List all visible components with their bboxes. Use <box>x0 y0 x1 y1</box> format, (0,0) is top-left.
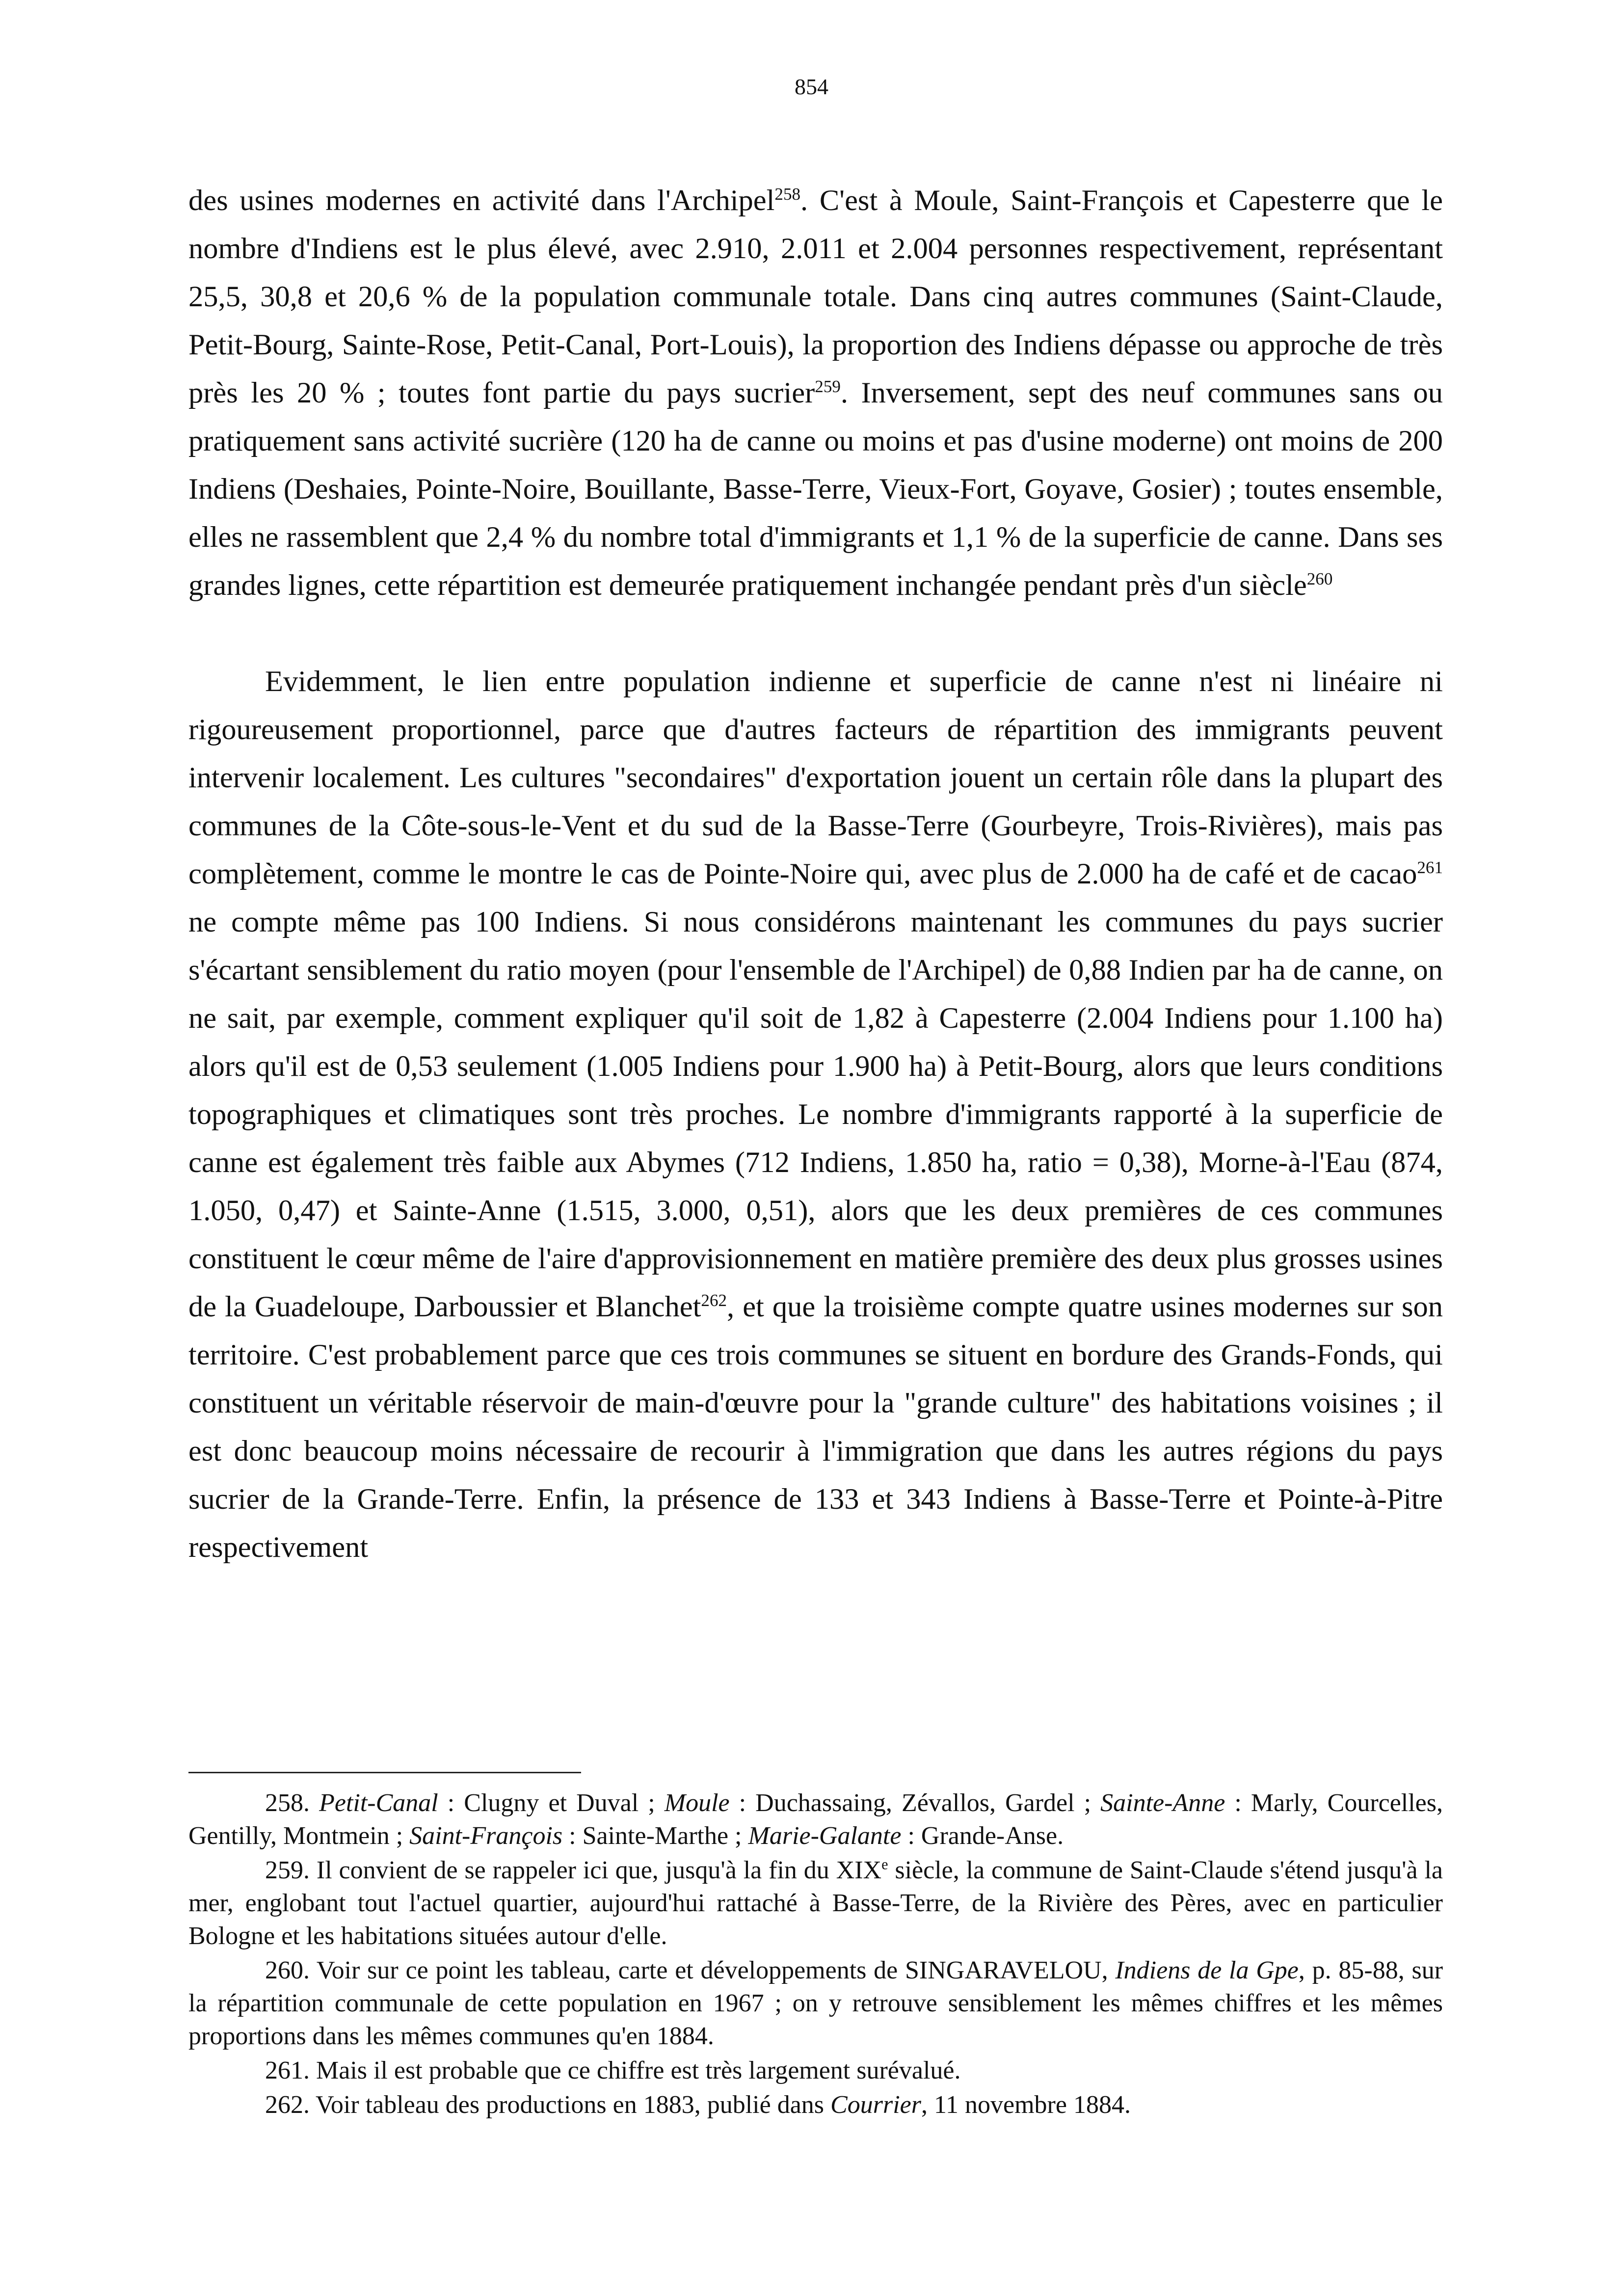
footnote-text: : Sainte-Marthe ; <box>562 1822 748 1850</box>
footnote-text: , 11 novembre 1884. <box>921 2091 1131 2119</box>
footnote-259 <box>188 1854 1443 1952</box>
footnote-italic: Saint-François <box>409 1822 563 1850</box>
footnote-ref-260[interactable]: 260 <box>1306 569 1333 588</box>
footnote-text: 259. Il convient de se rappeler ici que, jusqu'à la fin du XIX <box>265 1856 882 1884</box>
footnote-text: 261. Mais il est probable que ce chiffre est très largement surévalué. <box>265 2056 961 2084</box>
text-run: . Inversement, sept des neuf communes sans ou pratiquement sans activité sucrière (120 ha de canne ou moins et pas d'usine moderne) ont moins de 200 Indiens (Deshaies, Pointe-Noire, Bouillante, Basse-Terre, Vieux-Fort, Goyave, Gosier) ; toutes ensemble, elles ne rassemblent que 2,4 % du nombre total d'immigrants et 1,1 % de la superficie de canne. Dans ses grandes lignes, cette répartition est demeurée pratiquement inchangée pendant près d'un siècle <box>188 376 1443 602</box>
footnote-italic: Indiens de la Gpe <box>1115 1956 1299 1984</box>
footnote-italic: Marie-Galante <box>748 1822 902 1850</box>
footnote-ref-259[interactable]: 259 <box>815 376 841 396</box>
footnote-text: siècle, la commune de Saint-Claude s'étend jusqu'à la mer, englobant tout l'actuel quartier, aujourd'hui rattaché à Basse-Terre, de la Rivière des Pères, avec en particulier Bologne et les habitations situées autour d'elle. <box>188 1856 1443 1950</box>
footnote-ref-262[interactable]: 262 <box>701 1290 727 1310</box>
footnote-262 <box>188 2088 1443 2121</box>
main-text <box>188 177 1443 1572</box>
footnote-text: 262. Voir tableau des productions en 1883, publié dans <box>265 2091 831 2119</box>
footnote-260 <box>188 1954 1443 2053</box>
footnote-ref-261[interactable]: 261 <box>1417 857 1443 877</box>
footnote-number: 258. <box>265 1789 319 1817</box>
footnote-separator <box>188 1772 581 1773</box>
footnote-text: 260. Voir sur ce point les tableau, carte et développements de SINGARAVELOU, <box>265 1956 1116 1984</box>
footnote-italic: Petit-Canal <box>319 1789 438 1817</box>
footnote-258 <box>188 1787 1443 1852</box>
footnotes <box>188 1787 1443 2123</box>
text-run: , et que la troisième compte quatre usines modernes sur son territoire. C'est probablement parce que ces trois communes se situent en bordure des Grands-Fonds, qui constituent un véritable réservoir de main-d'œuvre pour la "grande culture" des habitations voisines ; il est donc beaucoup moins nécessaire de recourir à l'immigration que dans les autres régions du pays sucrier de la Grande-Terre. Enfin, la présence de 133 et 343 Indiens à Basse-Terre et Pointe-à-Pitre respectivement <box>188 1290 1443 1564</box>
footnote-text: : Grande-Anse. <box>901 1822 1064 1850</box>
footnote-ref-258[interactable]: 258 <box>774 184 801 204</box>
century-superscript: e <box>881 1856 888 1873</box>
text-run: des usines modernes en activité dans l'Archipel <box>188 184 775 217</box>
footnote-261 <box>188 2054 1443 2087</box>
footnote-italic: Moule <box>664 1789 730 1817</box>
paragraph <box>188 658 1443 1572</box>
footnote-text: : Duchassaing, Zévallos, Gardel ; <box>729 1789 1101 1817</box>
footnote-text: : Clugny et Duval ; <box>438 1789 665 1817</box>
footnote-text: , p. 85-88, sur la répartition communale de cette population en 1967 ; on y retrouve sensiblement les mêmes chiffres et les mêmes proportions dans les mêmes communes qu'en 1884. <box>188 1956 1443 2050</box>
footnote-italic: Sainte-Anne <box>1100 1789 1225 1817</box>
footnote-text: : Marly, Courcelles, Gentilly, Montmein ; <box>188 1789 1443 1850</box>
page-number: 854 <box>795 74 828 99</box>
text-run: ne compte même pas 100 Indiens. Si nous considérons maintenant les communes du pays sucrier s'écartant sensiblement du ratio moyen (pour l'ensemble de l'Archipel) de 0,88 Indien par ha de canne, on ne sait, par exemple, comment expliquer qu'il soit de 1,82 à Capesterre (2.004 Indiens pour 1.100 ha) alors qu'il est de 0,53 seulement (1.005 Indiens pour 1.900 ha) à Petit-Bourg, alors que leurs conditions topographiques et climatiques sont très proches. Le nombre d'immigrants rapporté à la superficie de canne est également très faible aux Abymes (712 Indiens, 1.850 ha, ratio = 0,38), Morne-à-l'Eau (874, 1.050, 0,47) et Sainte-Anne (1.515, 3.000, 0,51), alors que les deux premières de ces communes constituent le cœur même de l'aire d'approvisionnement en matière première des deux plus grosses usines de la Guadeloupe, Darboussier et Blanchet <box>188 906 1443 1323</box>
text-run: Evidemment, le lien entre population indienne et superficie de canne n'est ni linéaire ni rigoureusement proportionnel, parce que d'autres facteurs de répartition des immigrants peuvent intervenir localement. Les cultures "secondaires" d'exportation jouent un certain rôle dans la plupart des communes de la Côte-sous-le-Vent et du sud de la Basse-Terre (Gourbeyre, Trois-Rivières), mais pas complètement, comme le montre le cas de Pointe-Noire qui, avec plus de 2.000 ha de café et de cacao <box>188 665 1443 890</box>
footnote-italic: Courrier <box>830 2091 921 2119</box>
text-run: . C'est à Moule, Saint-François et Capesterre que le nombre d'Indiens est le plus élevé, avec 2.910, 2.011 et 2.004 personnes respectivement, représentant 25,5, 30,8 et 20,6 % de la population communale totale. Dans cinq autres communes (Saint-Claude, Petit-Bourg, Sainte-Rose, Petit-Canal, Port-Louis), la proportion des Indiens dépasse ou approche de très près les 20 % ; toutes font partie du pays sucrier <box>188 184 1443 409</box>
paragraph <box>188 177 1443 610</box>
